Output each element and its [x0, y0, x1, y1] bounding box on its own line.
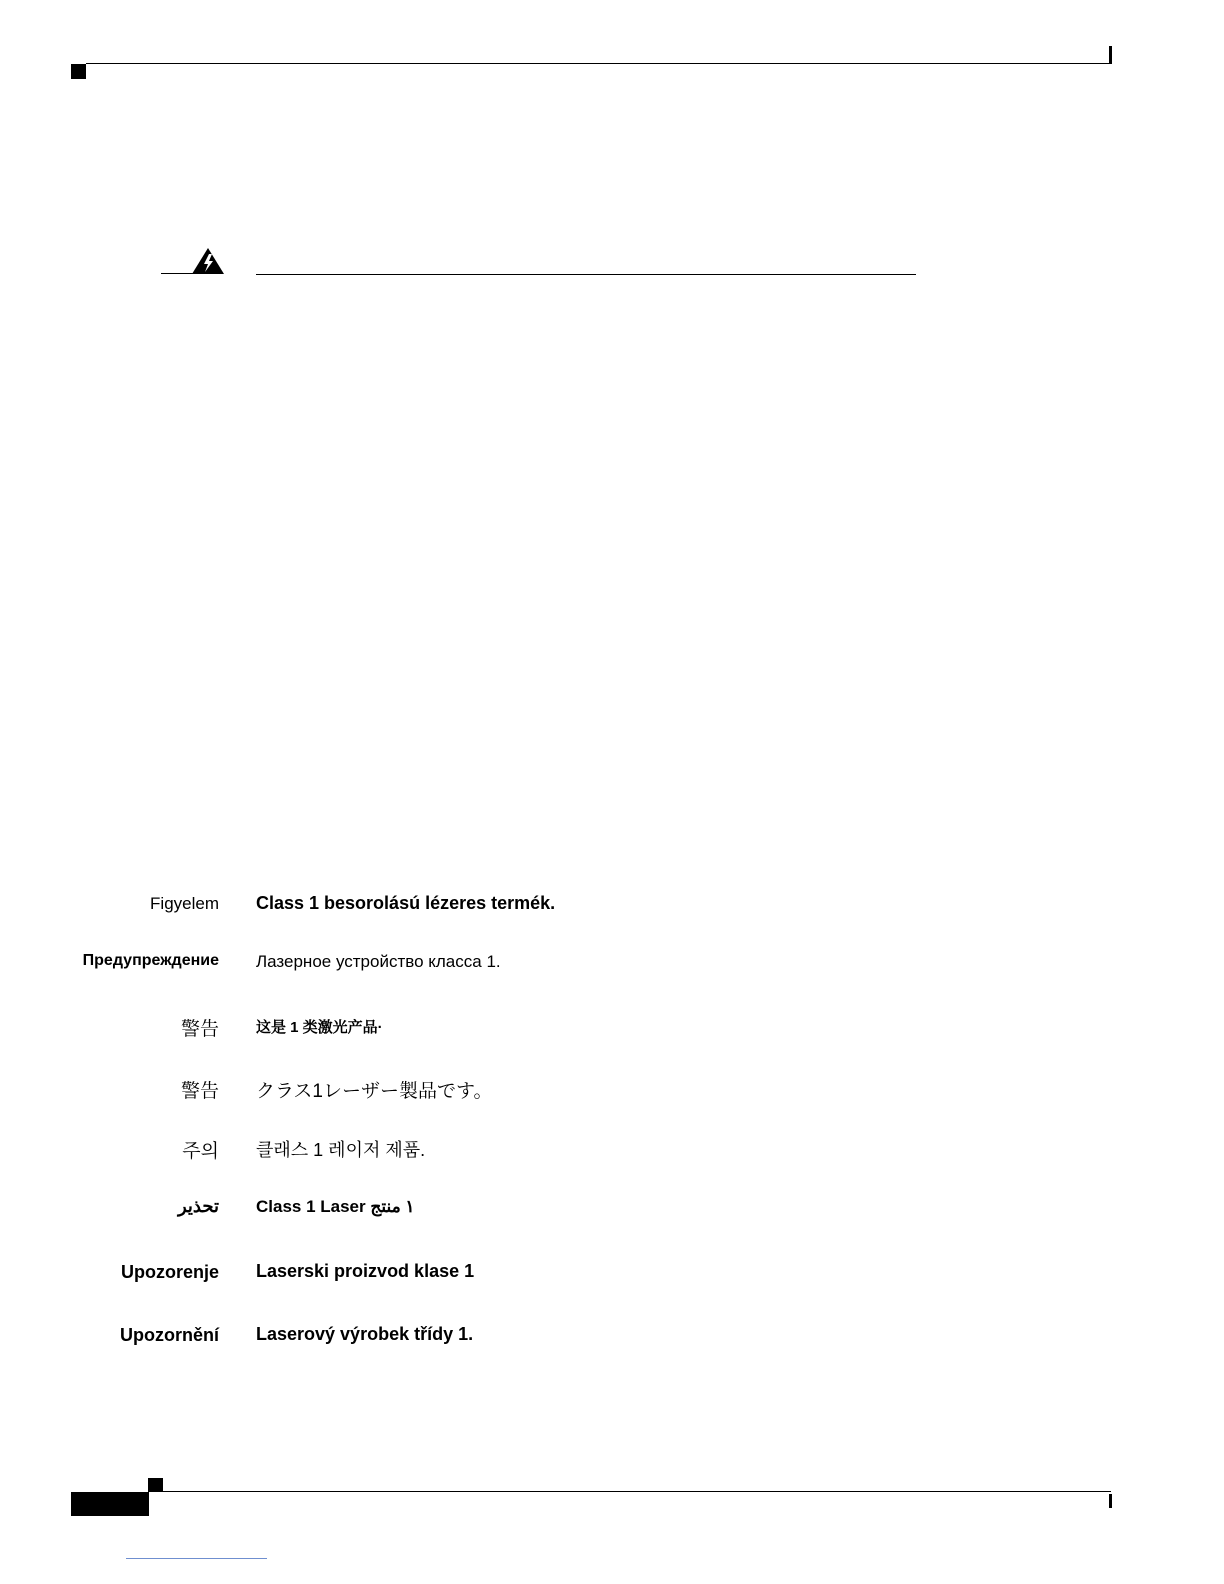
- header-rule: [86, 63, 1111, 64]
- footer-link-underline[interactable]: [126, 1558, 267, 1559]
- warning-text-hungarian: Class 1 besorolású lézeres termék.: [256, 893, 556, 913]
- warning-title-rule: [256, 274, 916, 275]
- footer-tick-mark: [1109, 1494, 1112, 1508]
- warning-label-czech: Upozornění: [120, 1325, 219, 1345]
- warning-label-croatian: Upozorenje: [120, 1262, 219, 1282]
- warning-text-japanese: クラス1レーザー製品です。: [256, 1081, 493, 1102]
- warning-label-chinese: 警告: [180, 1019, 219, 1040]
- warning-triangle-icon: [191, 247, 225, 275]
- warning-text-russian: Лазерное устройство класса 1.: [256, 952, 501, 971]
- footer-page-block: [71, 1492, 149, 1516]
- warning-text-korean: 클래스 1 레이저 제품.: [256, 1140, 426, 1160]
- warning-text-croatian: Laserski proizvod klase 1: [256, 1261, 475, 1281]
- warning-text-czech: Laserový výrobek třídy 1.: [256, 1324, 474, 1344]
- footer-corner-square: [148, 1478, 163, 1492]
- warning-label-japanese: 警告: [180, 1081, 219, 1102]
- warning-label-korean: 주의: [182, 1141, 219, 1162]
- warning-label-russian: Предупреждение: [82, 952, 219, 969]
- warning-label-hungarian: Figyelem: [150, 894, 219, 913]
- warning-text-arabic: Class 1 Laser ١ منتج: [256, 1197, 415, 1216]
- header-tick-mark: [1109, 46, 1112, 64]
- header-corner-square: [71, 64, 86, 79]
- warning-label-arabic: تحذير: [177, 1196, 219, 1216]
- footer-rule: [148, 1491, 1111, 1492]
- warning-text-chinese: 这是 1 类激光产品·: [256, 1019, 383, 1036]
